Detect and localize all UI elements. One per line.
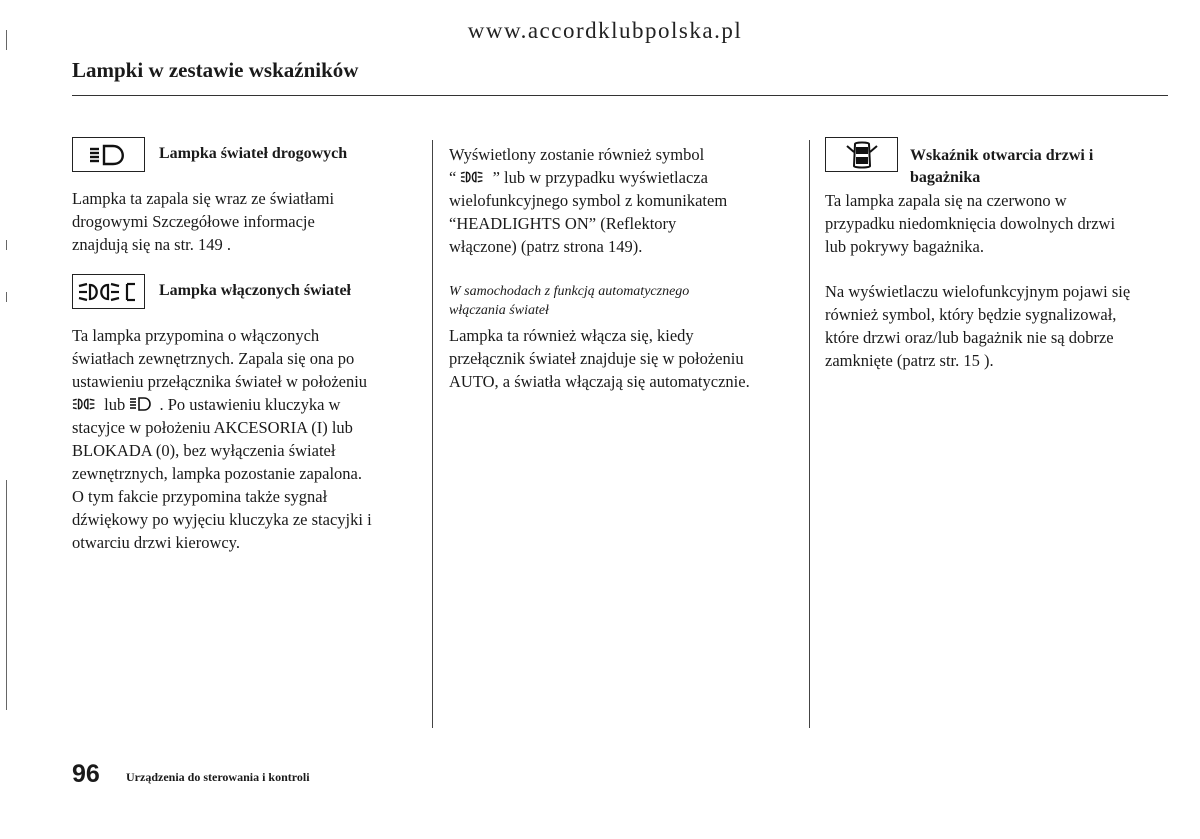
page-title: Lampki w zestawie wskaźników [72, 58, 359, 82]
inline-text: . Po ustawieniu kluczyka w [159, 395, 341, 414]
page-number: 96 [72, 760, 100, 788]
section-heading-door-open: Wskaźnik otwarcia drzwi i bagażnika [910, 147, 1094, 186]
high-beam-icon [129, 396, 155, 412]
inline-text: “ [449, 168, 457, 187]
lights-on-indicator-box [72, 274, 145, 309]
door-open-icon [842, 140, 882, 170]
section-heading-lights-on: Lampka włączonych świateł [159, 282, 351, 299]
column-divider [809, 140, 810, 728]
footer-section-title: Urządzenia do sterowania i kontroli [126, 770, 310, 784]
inline-text: lub [104, 395, 126, 414]
lights-on-icon [72, 396, 100, 412]
page-edge-mark [6, 30, 7, 50]
column-2-text-b: Lampka ta również włącza się, kiedy przełącznik świateł znajduje się w położeniu AUTO, a światła włączają się automatycznie. [449, 326, 750, 391]
section-body-lights-on: Ta lampka przypomina o włączonych światłach zewnętrznych. Zapala się ona po ustawieniu przełącznika świateł w położeniu lub . Po ustawieniu kluczyka w stacyjce w położeniu AKCESORIA (I) lub BLOKADA (0), bez wyłączenia świateł zewnętrznych, lampka pozostanie zapalona. O tym fakcie przypomina także sygnał dźwiękowy po wyjęciu kluczyka ze stacyjki i otwarciu drzwi kierowcy. [72, 326, 372, 552]
high-beam-indicator-box [72, 137, 145, 172]
section-body-high-beam: Lampka ta zapala się wraz ze światłami drogowymi Szczegółowe informacje znajdują się na str. 149 . [72, 189, 335, 254]
section-heading-high-beam: Lampka świateł drogowych [159, 145, 348, 162]
page-edge-mark [6, 292, 7, 302]
column-divider [432, 140, 433, 728]
italic-note: W samochodach z funkcją automatycznego włączania świateł [449, 284, 690, 318]
column-2-text: Wyświetlony zostanie również symbol “ ” lub w przypadku wyświetlacza wielofunkcyjnego symbol z komunikatem “HEADLIGHTS ON” (Reflektory włączone) (patrz strona 149). [449, 145, 728, 256]
section-body-door-open: Ta lampka zapala się na czerwono w przypadku niedomknięcia dowolnych drzwi lub pokrywy bagażnika. [825, 191, 1116, 256]
high-beam-icon [86, 143, 132, 167]
lights-on-icon [77, 280, 141, 304]
section-body-door-open-b: Na wyświetlaczu wielofunkcyjnym pojawi się również symbol, który będzie sygnalizował, które drzwi oraz/lub bagażnik nie są dobrze zamknięte (patrz str. 15 ). [825, 282, 1131, 370]
page-edge-mark [6, 240, 7, 250]
inline-text: ” lub w przypadku wyświetlacza [492, 168, 708, 187]
door-open-indicator-box [825, 137, 898, 172]
lights-on-icon [460, 169, 488, 185]
site-url: www.accordklubpolska.pl [467, 18, 743, 43]
page-edge-mark [6, 480, 7, 710]
title-rule [72, 95, 1168, 96]
